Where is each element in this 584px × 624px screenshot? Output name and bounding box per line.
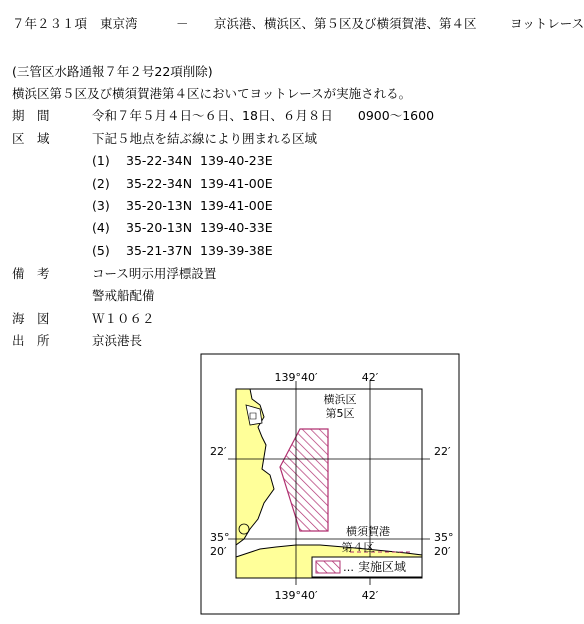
point-latitude: 35-20-13N — [126, 220, 193, 235]
source-label: 出 所 — [12, 333, 50, 348]
chart-no-value: Ｗ１０６２ — [92, 311, 155, 326]
area-value: 下記５地点を結ぶ線により囲まれる区域 — [92, 131, 318, 146]
point-latitude: 35-22-34N — [126, 153, 193, 168]
lat-label-right-35: 35° — [434, 531, 454, 544]
area-map — [200, 353, 460, 615]
point-longitude: 139-39-38E — [200, 243, 273, 258]
period-label: 期 間 — [12, 108, 50, 123]
yokohama-label-1: 横浜区 — [323, 393, 357, 406]
point-latitude: 35-20-13N — [126, 198, 193, 213]
lat-label-left-35: 35° — [210, 531, 230, 544]
point-index: (1) — [92, 153, 110, 168]
lon-label-bottom-1: 139°40′ — [274, 589, 318, 602]
yokohama-label-2: 第5区 — [325, 407, 355, 420]
notice-area: 東京湾 — [100, 16, 138, 31]
yokosuka-label-2: 第４区 — [341, 541, 375, 554]
point-longitude: 139-40-33E — [200, 220, 273, 235]
point-index: (5) — [92, 243, 110, 258]
lat-label-left-22: 22′ — [210, 445, 227, 458]
point-latitude: 35-22-34N — [126, 176, 193, 191]
lat-label-right-22: 22′ — [434, 445, 451, 458]
area-label: 区 域 — [12, 131, 50, 146]
lon-label-top-2: 42′ — [361, 371, 379, 384]
point-longitude: 139-41-00E — [200, 176, 273, 191]
small-island — [239, 524, 249, 534]
remarks-line-1: コース明示用浮標設置 — [92, 266, 217, 281]
notice-summary: 横浜区第５区及び横須賀港第４区においてヨットレースが実施される。 — [12, 86, 412, 101]
lon-label-bottom-2: 42′ — [361, 589, 379, 602]
period-value: 令和７年５月４日～６日、18日、６月８日 0900～1600 — [92, 108, 435, 123]
remarks-line-2: 警戒船配備 — [92, 288, 155, 303]
title-dash: － — [176, 16, 189, 31]
legend-text: 実施区域 — [358, 560, 407, 574]
notice-source: (三管区水路通報７年２号22項削除) — [12, 64, 213, 79]
point-index: (2) — [92, 176, 110, 191]
yokosuka-label-1: 横須賀港 — [346, 525, 390, 538]
notice-subject: ヨットレース — [510, 16, 584, 31]
lat-label-left-20: 20′ — [210, 545, 227, 558]
chart-no-label: 海 図 — [12, 311, 50, 326]
source-value: 京浜港長 — [92, 333, 143, 348]
notice-number: ７年２３１項 — [12, 16, 88, 31]
point-latitude: 35-21-37N — [126, 243, 193, 258]
lon-label-top-1: 139°40′ — [274, 371, 318, 384]
legend-dots: … — [343, 561, 354, 574]
legend-swatch — [316, 561, 340, 573]
notice-place: 京浜港、横浜区、第５区及び横須賀港、第４区 — [214, 16, 477, 31]
lat-label-right-20: 20′ — [434, 545, 451, 558]
notice-title — [12, 18, 584, 31]
point-index: (3) — [92, 198, 110, 213]
point-longitude: 139-40-23E — [200, 153, 273, 168]
remarks-label: 備 考 — [12, 266, 50, 281]
point-longitude: 139-41-00E — [200, 198, 273, 213]
point-index: (4) — [92, 220, 110, 235]
harbor-pier-inner — [250, 413, 256, 419]
